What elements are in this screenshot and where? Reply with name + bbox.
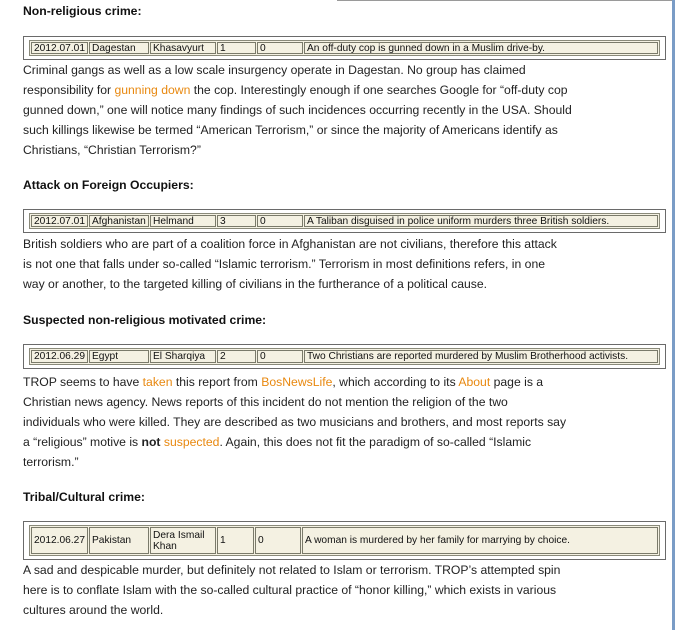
cell-killed: 3	[217, 215, 256, 227]
paragraph-text: this report from	[172, 375, 262, 389]
top-border-line	[337, 0, 672, 1]
paragraph-dagestan	[23, 60, 583, 160]
incident-table-pakistan	[23, 521, 666, 560]
cell-date: 2012.06.27	[31, 527, 88, 554]
incident-row	[29, 525, 660, 556]
incident-row	[29, 348, 660, 365]
emphasis-not: not	[141, 435, 161, 449]
paragraph-text: page is a Christian news agency. News reports of this incident do not mention the religion of the two individuals who were killed. They are described as two musicians and brothers, and most reports say a “religious” motive is	[23, 375, 567, 449]
incident-row	[29, 213, 660, 229]
cell-date: 2012.06.29	[31, 350, 88, 363]
paragraph-text: . Again, this does not fit the paradigm of so-called “Islamic terrorism.”	[23, 435, 532, 469]
link-about[interactable]: About	[458, 375, 491, 389]
link-gunning-down[interactable]: gunning down	[114, 83, 191, 97]
section-heading-non-religious: Non-religious crime:	[23, 4, 142, 18]
incident-table-afghanistan	[23, 209, 666, 233]
paragraph-pakistan: A sad and despicable murder, but definitely not related to Islam or terrorism. TROP’s attempted spin here is to conflate Islam with the so-called cultural practice of “honor killing,” which exists in various cultures around the world.	[23, 563, 561, 617]
cell-killed: 2	[217, 350, 256, 363]
section-heading-suspected: Suspected non-religious motivated crime:	[23, 313, 267, 327]
cell-country: Afghanistan	[89, 215, 149, 227]
paragraph-text: the cop. Interestingly enough if one searches Google for “off-duty cop gunned down,” one will notice many findings of such incidences occurring recently in the USA. Should such killings likewise be termed “American Terrorism,” or since the majority of Americans identify as Christians, “Christian Terrorism?”	[23, 83, 572, 157]
cell-description: An off-duty cop is gunned down in a Muslim drive-by.	[304, 42, 658, 54]
paragraph-text: Criminal gangs as well as a low scale insurgency operate in Dagestan. No group has claimed responsibility for	[23, 63, 526, 97]
paragraph-text: , which according to its	[332, 375, 459, 389]
incident-row	[29, 40, 660, 56]
section-heading-foreign-occupiers: Attack on Foreign Occupiers:	[23, 178, 194, 192]
link-suspected[interactable]: suspected	[163, 435, 220, 449]
cell-injured: 0	[257, 215, 303, 227]
cell-description: A Taliban disguised in police uniform murders three British soldiers.	[304, 215, 658, 227]
cell-injured: 0	[257, 42, 303, 54]
paragraph-text: TROP seems to have	[23, 375, 143, 389]
incident-table-egypt	[23, 344, 666, 369]
cell-killed: 1	[217, 527, 254, 554]
section-heading-tribal: Tribal/Cultural crime:	[23, 490, 145, 504]
link-bosnewslife[interactable]: BosNewsLife	[261, 375, 333, 389]
cell-city: Khasavyurt	[150, 42, 216, 54]
paragraph-egypt	[23, 372, 568, 472]
cell-city: Dera Ismail Khan	[150, 527, 216, 554]
cell-date: 2012.07.01	[31, 42, 88, 54]
cell-city: Helmand	[150, 215, 216, 227]
cell-injured: 0	[255, 527, 301, 554]
cell-description: A woman is murdered by her family for marrying by choice.	[302, 527, 658, 554]
cell-killed: 1	[217, 42, 256, 54]
cell-country: Egypt	[89, 350, 149, 363]
paragraph-afghanistan: British soldiers who are part of a coalition force in Afghanistan are not civilians, therefore this attack is not one that falls under so-called “Islamic terrorism.” Terrorism in most definitions refers, in one way or another, to the targeted killing of civilians in the furtherance of a political cause.	[23, 237, 557, 291]
cell-injured: 0	[257, 350, 303, 363]
cell-city: El Sharqiya	[150, 350, 216, 363]
incident-table-dagestan	[23, 36, 666, 60]
cell-date: 2012.07.01	[31, 215, 88, 227]
cell-country: Pakistan	[89, 527, 149, 554]
cell-description: Two Christians are reported murdered by Muslim Brotherhood activists.	[304, 350, 658, 363]
link-taken[interactable]: taken	[142, 375, 173, 389]
cell-country: Dagestan	[89, 42, 149, 54]
